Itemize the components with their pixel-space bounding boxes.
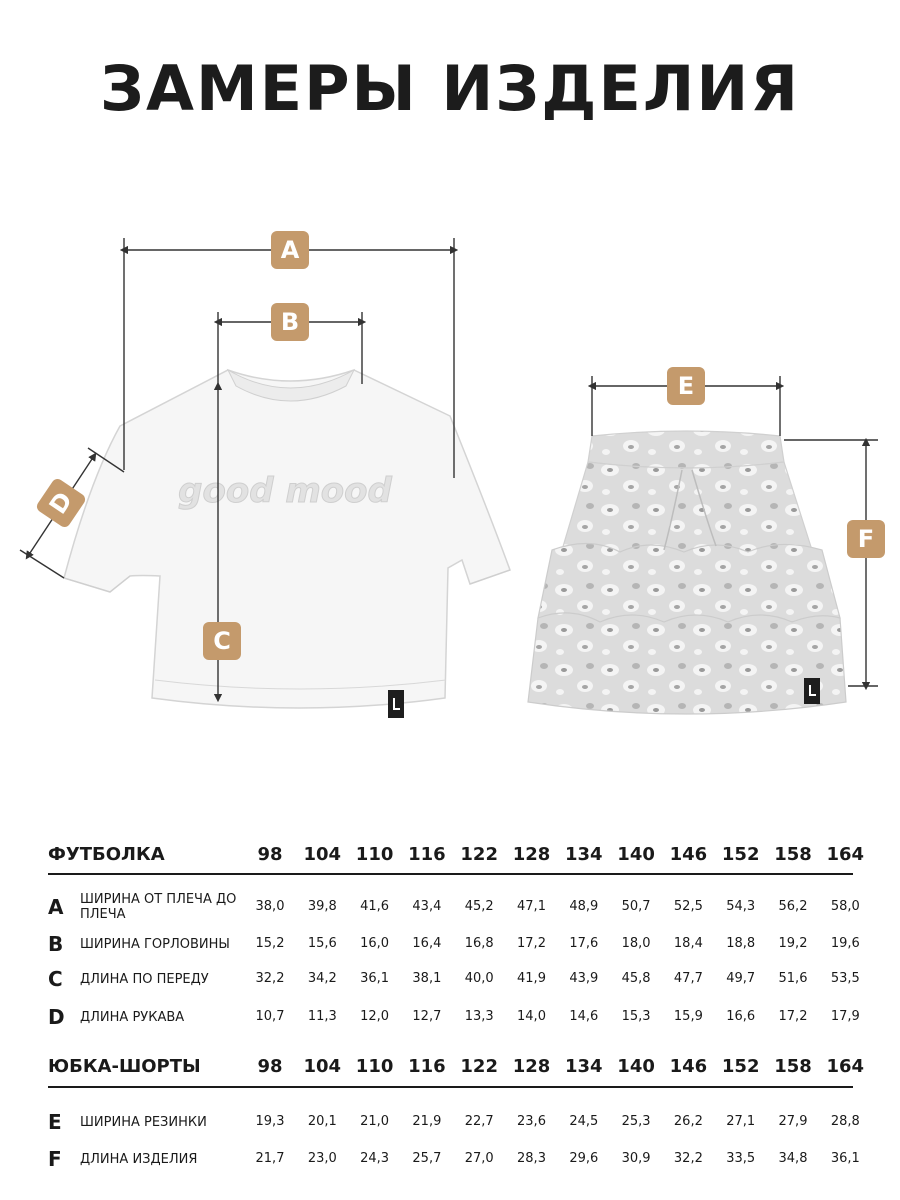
measurement-value: 43,9 — [569, 971, 599, 986]
measurement-value: 53,5 — [830, 971, 860, 986]
measurement-value: 18,8 — [726, 936, 756, 951]
measurement-value: 38,0 — [255, 899, 285, 914]
measurement-label: ШИРИНА ОТ ПЛЕЧА ДО ПЛЕЧА — [80, 892, 237, 922]
measurement-value: 45,2 — [464, 899, 494, 914]
measurement-row-e — [48, 1102, 860, 1142]
size-header-104: 104 — [303, 1056, 342, 1077]
measurement-letter: E — [48, 1110, 62, 1134]
measurement-value: 15,6 — [307, 936, 337, 951]
measurement-row-c — [48, 959, 860, 999]
measurement-value: 50,7 — [621, 899, 651, 914]
measurement-label: ДЛИНА ПО ПЕРЕДУ — [80, 971, 209, 987]
measurement-value: 52,5 — [673, 899, 703, 914]
skirt_table-title: ЮБКА-ШОРТЫ — [48, 1056, 201, 1077]
measurement-value: 18,4 — [673, 936, 703, 951]
measurement-value: 29,6 — [569, 1151, 599, 1166]
tshirt_table-header — [48, 840, 865, 870]
measurement-value: 17,6 — [569, 936, 599, 951]
size-header-158: 158 — [774, 844, 812, 865]
badge-a: A — [271, 231, 309, 269]
skirt_table-header — [48, 1052, 865, 1082]
measurement-value: 27,0 — [464, 1151, 494, 1166]
badge-d: D — [35, 477, 88, 530]
size-header-158: 158 — [774, 1056, 812, 1077]
measurement-value: 21,9 — [412, 1114, 442, 1129]
size-header-134: 134 — [565, 1056, 603, 1077]
measurement-value: 34,2 — [307, 971, 337, 986]
measurement-value: 41,9 — [517, 971, 546, 986]
measurement-row-b — [48, 924, 860, 964]
measurement-label: ДЛИНА ИЗДЕЛИЯ — [80, 1151, 198, 1167]
skirt_table-divider — [48, 1086, 853, 1088]
size-header-98: 98 — [257, 1056, 283, 1077]
measurement-value: 21,7 — [255, 1151, 285, 1166]
measurement-value: 19,3 — [255, 1114, 285, 1129]
size-header-146: 146 — [669, 844, 708, 865]
measurement-label: ДЛИНА РУКАВА — [80, 1009, 185, 1025]
measurement-value: 28,8 — [830, 1114, 860, 1129]
measurement-value: 13,3 — [464, 1009, 494, 1024]
measurement-value: 27,1 — [726, 1114, 756, 1129]
measurement-value: 32,2 — [255, 971, 285, 986]
size-header-110: 110 — [355, 844, 394, 865]
measurement-value: 12,0 — [360, 1009, 390, 1024]
measurement-letter: D — [48, 1005, 65, 1029]
measurement-value: 38,1 — [412, 971, 442, 986]
size-header-122: 122 — [460, 1056, 498, 1077]
measurement-value: 23,0 — [307, 1151, 337, 1166]
badge-f: F — [847, 520, 885, 558]
size-header-140: 140 — [617, 844, 655, 865]
measurement-value: 45,8 — [621, 971, 651, 986]
size-header-128: 128 — [512, 1056, 551, 1077]
measurement-value: 16,8 — [464, 936, 494, 951]
measurement-value: 14,6 — [569, 1009, 599, 1024]
measurement-value: 49,7 — [726, 971, 756, 986]
measurement-value: 15,2 — [255, 936, 285, 951]
measurement-value: 21,0 — [360, 1114, 390, 1129]
measurement-value: 24,3 — [360, 1151, 390, 1166]
measurement-value: 48,9 — [569, 899, 599, 914]
measurement-value: 39,8 — [307, 899, 337, 914]
measurement-value: 58,0 — [830, 899, 860, 914]
size-header-128: 128 — [512, 844, 551, 865]
measurement-value: 16,0 — [360, 936, 390, 951]
measurement-value: 17,2 — [517, 936, 546, 951]
measurement-value: 36,1 — [830, 1151, 860, 1166]
measurement-value: 43,4 — [412, 899, 442, 914]
size-header-98: 98 — [257, 844, 283, 865]
measurement-value: 33,5 — [726, 1151, 756, 1166]
size-header-152: 152 — [721, 1056, 760, 1077]
size-header-164: 164 — [826, 1056, 865, 1077]
badge-e: E — [667, 367, 705, 405]
measurement-value: 32,2 — [673, 1151, 703, 1166]
measurement-value: 25,7 — [412, 1151, 442, 1166]
measurement-letter: B — [48, 932, 64, 956]
measurement-value: 20,1 — [307, 1114, 337, 1129]
page-title: ЗАМЕРЫ ИЗДЕЛИЯ — [100, 52, 800, 125]
measurement-letter: F — [48, 1147, 62, 1171]
size-header-152: 152 — [721, 844, 760, 865]
measurement-row-d — [48, 997, 860, 1037]
measurement-value: 54,3 — [726, 899, 756, 914]
measurement-value: 27,9 — [778, 1114, 808, 1129]
measurement-value: 25,3 — [621, 1114, 651, 1129]
measurement-value: 22,7 — [464, 1114, 494, 1129]
size-header-134: 134 — [565, 844, 603, 865]
measurement-value: 16,4 — [412, 936, 442, 951]
size-header-110: 110 — [355, 1056, 394, 1077]
size-header-104: 104 — [303, 844, 342, 865]
measurement-value: 16,6 — [726, 1009, 756, 1024]
measurement-label: ШИРИНА РЕЗИНКИ — [80, 1114, 207, 1130]
measurement-value: 51,6 — [778, 971, 808, 986]
measurement-value: 17,2 — [778, 1009, 808, 1024]
measurement-value: 12,7 — [412, 1009, 442, 1024]
tshirt_table-divider — [48, 873, 853, 875]
size-header-122: 122 — [460, 844, 498, 865]
measurement-value: 19,6 — [830, 936, 860, 951]
measurement-value: 14,0 — [517, 1009, 546, 1024]
tshirt_table-title: ФУТБОЛКА — [48, 844, 165, 865]
measurement-value: 11,3 — [307, 1009, 337, 1024]
size-header-164: 164 — [826, 844, 865, 865]
measurement-value: 40,0 — [464, 971, 494, 986]
size-header-116: 116 — [408, 1056, 446, 1077]
size-header-140: 140 — [617, 1056, 655, 1077]
measurement-value: 10,7 — [255, 1009, 285, 1024]
size-header-146: 146 — [669, 1056, 708, 1077]
measurement-value: 17,9 — [830, 1009, 860, 1024]
size-table — [48, 0, 865, 1200]
measurement-letter: A — [48, 895, 64, 919]
badge-c: C — [203, 622, 241, 660]
size-header-116: 116 — [408, 844, 446, 865]
measurement-row-f — [48, 1139, 860, 1179]
tshirt-print-text: good mood — [178, 471, 392, 511]
measurement-value: 28,3 — [517, 1151, 546, 1166]
measurement-value: 18,0 — [621, 936, 651, 951]
measurement-value: 19,2 — [778, 936, 808, 951]
measurement-value: 47,1 — [517, 899, 546, 914]
measurement-row-a — [48, 887, 860, 927]
badge-b: B — [271, 303, 309, 341]
measurement-value: 24,5 — [569, 1114, 599, 1129]
measurement-value: 30,9 — [621, 1151, 651, 1166]
measurement-value: 26,2 — [673, 1114, 703, 1129]
measurement-value: 15,9 — [673, 1009, 703, 1024]
measurement-value: 47,7 — [673, 971, 703, 986]
measurement-letter: C — [48, 967, 63, 991]
measurement-value: 15,3 — [621, 1009, 651, 1024]
measurement-value: 36,1 — [360, 971, 390, 986]
measurement-value: 34,8 — [778, 1151, 808, 1166]
measurement-label: ШИРИНА ГОРЛОВИНЫ — [80, 936, 230, 952]
measurement-value: 23,6 — [517, 1114, 546, 1129]
measurement-value: 41,6 — [360, 899, 390, 914]
measurement-value: 56,2 — [778, 899, 808, 914]
